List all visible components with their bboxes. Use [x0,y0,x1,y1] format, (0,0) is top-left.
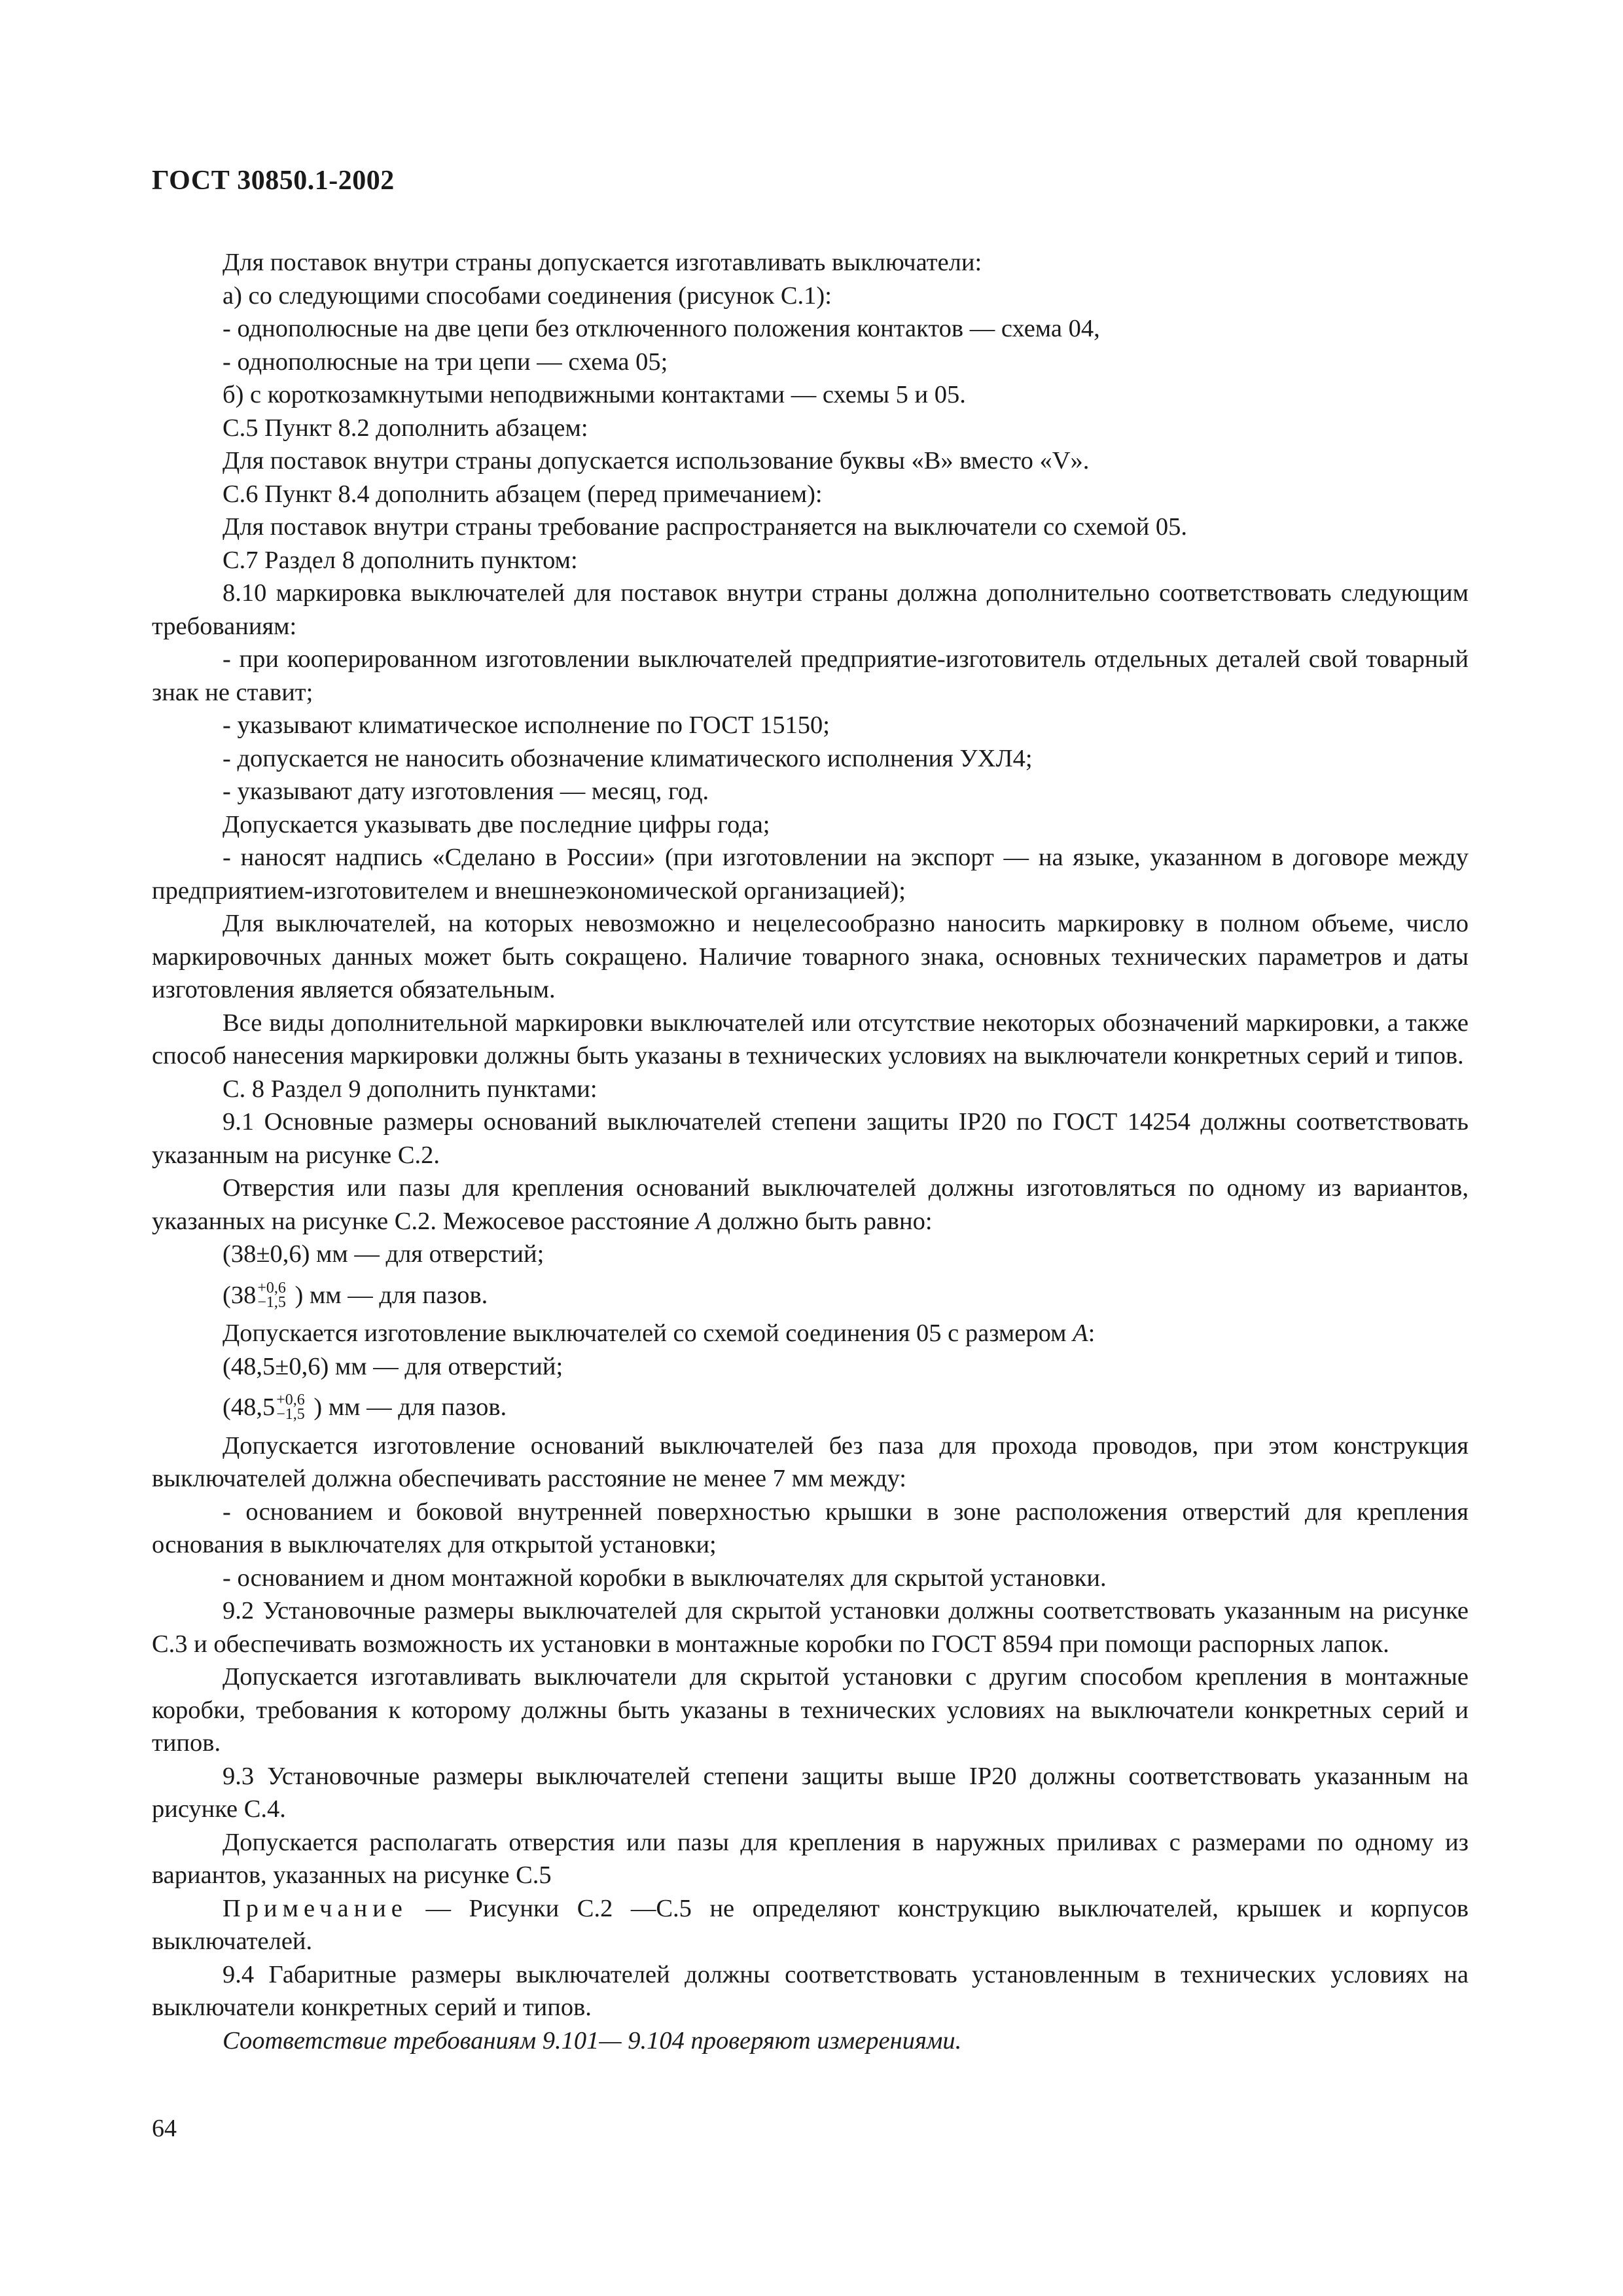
tolerance-upper: +0,6 [257,1279,286,1297]
paragraph: - допускается не наносить обозначение климатического исполнения УХЛ4; [223,744,1033,772]
paragraph: а) со следующими способами соединения (рисунок С.1): [223,281,832,310]
paragraph: - однополюсные на три цепи — схема 05; [223,348,668,376]
paragraph [152,1317,1469,1350]
paragraph [152,1172,1469,1238]
note-text: — Рисунки С.2 —С.5 не определяют конструкцию выключателей, крышек и корпусов выключателей. [152,1894,1469,1955]
text-span: ) мм — для пазов. [288,1281,488,1309]
paragraph: Для выключателей, на которых невозможно и нецелесообразно наносить маркировку в полном объеме, число маркировочных данных может быть сокращено. Наличие товарного знака, основных технических параметров и даты изготовления является обязательным. [152,910,1469,1003]
paragraph: - основанием и боковой внутренней поверхностью крышки в зоне расположения отверстий для крепления основания в выключателях для открытой установки; [152,1498,1469,1558]
paragraph: - основанием и дном монтажной коробки в выключателях для скрытой установки. [223,1564,1107,1592]
note-label: Примечание [223,1894,408,1922]
paragraph [152,1279,1469,1312]
paragraph: Допускается изготовление оснований выключателей без паза для прохода проводов, при этом конструкция выключателей должна обеспечивать расстояние не менее 7 мм между: [152,1431,1469,1492]
paragraph: (48,5±0,6) мм — для отверстий; [223,1352,563,1380]
paragraph: Допускается указывать две последние цифры года; [223,810,770,838]
document-body [152,246,1469,2057]
paragraph: 9.3 Установочные размеры выключателей степени защиты выше IP20 должны соответствовать указанным на рисунке С.4. [152,1762,1469,1823]
text-span: Отверстия или пазы для крепления оснований выключателей должны изготовляться по одному из вариантов, указанных на рисунке С.2. Межосевое расстояние [152,1174,1469,1235]
variable-a: A [696,1207,711,1235]
paragraph: - при кооперированном изготовлении выключателей предприятие-изготовитель отдельных деталей свой товарный знак не ставит; [152,645,1469,706]
paragraph: Соответствие требованиям 9.101— 9.104 проверяют измерениями. [223,2026,962,2054]
paragraph: - наносят надпись «Сделано в России» (при изготовлении на экспорт — на языке, указанном в договоре между предприятием-изготовителем и внешнеэкономической организацией); [152,844,1469,905]
text-span: Допускается изготовление выключателей со схемой соединения 05 с размером [223,1319,1073,1347]
text-span: (48,5 [223,1393,276,1421]
paragraph: Все виды дополнительной маркировки выключателей или отсутствие некоторых обозначений маркировки, а также способ нанесения маркировки должны быть указаны в технических условиях на выключатели конкретных серий и типов. [152,1009,1469,1069]
paragraph: Для поставок внутри страны требование распространяется на выключатели со схемой 05. [223,513,1187,541]
text-span: (38 [223,1281,257,1309]
paragraph: Для поставок внутри страны допускается использование буквы «В» вместо «V». [223,447,1090,475]
tolerance-upper: +0,6 [276,1391,305,1408]
paragraph: - указывают климатическое исполнение по ГОСТ 15150; [223,711,830,739]
paragraph: С.7 Раздел 8 дополнить пунктом: [223,546,578,574]
paragraph: 9.2 Установочные размеры выключателей для скрытой установки должны соответствовать указанным на рисунке С.3 и обеспечивать возможность их установки в монтажные коробки по ГОСТ 8594 при помощи распорных лапок. [152,1597,1469,1658]
paragraph: С.5 Пункт 8.2 дополнить абзацем: [223,414,588,442]
paragraph: 9.4 Габаритные размеры выключателей должны соответствовать установленным в технических условиях на выключатели конкретных серий и типов. [152,1960,1469,2021]
note-paragraph [152,1892,1469,1958]
paragraph: 8.10 маркировка выключателей для поставок внутри страны должна дополнительно соответствовать следующим требованиям: [152,579,1469,640]
paragraph: (38±0,6) мм — для отверстий; [223,1240,544,1268]
tolerance [276,1393,305,1422]
text-span: ) мм — для пазов. [307,1393,507,1421]
paragraph: Допускается изготавливать выключатели для скрытой установки с другим способом крепления в монтажные коробки, требования к которому должны быть указаны в технических условиях на выключатели конкретных серий и типов. [152,1663,1469,1757]
paragraph: - однополюсные на две цепи без отключенного положения контактов — схема 04, [223,315,1100,342]
paragraph: б) с короткозамкнутыми неподвижными контактами — схемы 5 и 05. [223,381,966,408]
paragraph: Для поставок внутри страны допускается изготавливать выключатели: [223,249,982,276]
paragraph: 9.1 Основные размеры оснований выключателей степени защиты IP20 по ГОСТ 14254 должны соответствовать указанным на рисунке С.2. [152,1108,1469,1169]
paragraph: - указывают дату изготовления — месяц, год. [223,778,709,805]
page-number: 64 [152,2115,177,2142]
paragraph: Допускается располагать отверстия или пазы для крепления в наружных приливах с размерами по одному из вариантов, указанных на рисунке С.5 [152,1828,1469,1889]
variable-a: A [1073,1319,1088,1347]
text-span: должно быть равно: [711,1207,933,1235]
paragraph: С. 8 Раздел 9 дополнить пунктами: [223,1075,597,1103]
document-header: ГОСТ 30850.1-2002 [152,166,395,196]
text-span: : [1088,1319,1096,1347]
paragraph [152,1391,1469,1424]
tolerance-lower: −1,5 [257,1293,286,1311]
paragraph: С.6 Пункт 8.4 дополнить абзацем (перед примечанием): [223,480,823,508]
tolerance [257,1281,286,1310]
tolerance-lower: −1,5 [276,1406,305,1423]
